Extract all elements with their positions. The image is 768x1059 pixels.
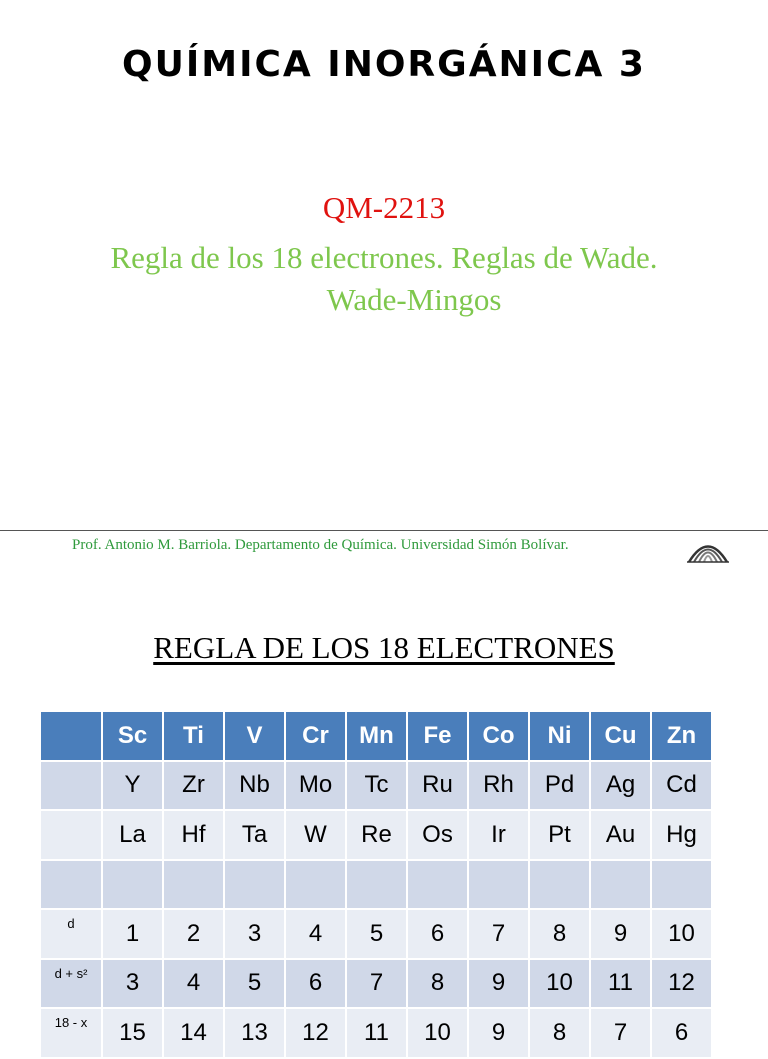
table-header-row — [41, 712, 711, 760]
header-cell: Zn — [652, 712, 711, 760]
table-cell: 14 — [164, 1009, 223, 1057]
table-cell: 8 — [530, 910, 589, 958]
header-cell: Cr — [286, 712, 345, 760]
table-cell: 5 — [347, 910, 406, 958]
table-cell: Au — [591, 811, 650, 859]
table-cell — [347, 861, 406, 909]
header-cell: Ti — [164, 712, 223, 760]
row-label: 18 - x — [41, 1009, 101, 1057]
table-cell: 4 — [164, 960, 223, 1008]
table-cell: 9 — [591, 910, 650, 958]
table-cell: Tc — [347, 762, 406, 810]
header-cell: Sc — [103, 712, 162, 760]
course-code: QM-2213 — [322, 190, 446, 225]
table-cell: 3 — [103, 960, 162, 1008]
table-cell: Hg — [652, 811, 711, 859]
table-cell — [225, 861, 284, 909]
table-cell: 2 — [164, 910, 223, 958]
table-cell: 15 — [103, 1009, 162, 1057]
table-cell: 12 — [286, 1009, 345, 1057]
table-cell: 7 — [591, 1009, 650, 1057]
table-cell: 9 — [469, 1009, 528, 1057]
table-cell: Nb — [225, 762, 284, 810]
table-cell — [286, 861, 345, 909]
electron-count-table — [39, 710, 713, 1059]
table-row — [41, 910, 711, 958]
header-cell: Mn — [347, 712, 406, 760]
table-cell — [652, 861, 711, 909]
header-corner — [41, 712, 101, 760]
table-cell: Os — [408, 811, 467, 859]
table-cell: 12 — [652, 960, 711, 1008]
table-cell: 10 — [530, 960, 589, 1008]
table-cell: 6 — [652, 1009, 711, 1057]
table-cell: Rh — [469, 762, 528, 810]
table-cell: 8 — [530, 1009, 589, 1057]
footer-credit: Prof. Antonio M. Barriola. Departamento de Química. Universidad Simón Bolívar. — [72, 537, 569, 553]
table-cell: 10 — [408, 1009, 467, 1057]
table-row — [41, 811, 711, 859]
table-cell: Pd — [530, 762, 589, 810]
table-cell: 3 — [225, 910, 284, 958]
table-cell: Ta — [225, 811, 284, 859]
slide-title: QUÍMICA INORGÁNICA 3 — [122, 44, 646, 85]
table-cell: Cd — [652, 762, 711, 810]
header-cell: Ni — [530, 712, 589, 760]
table-cell: 8 — [408, 960, 467, 1008]
table-cell: 4 — [286, 910, 345, 958]
university-logo-icon — [686, 533, 730, 565]
table-cell: Y — [103, 762, 162, 810]
row-label — [41, 861, 101, 909]
table-cell: 9 — [469, 960, 528, 1008]
table-cell: 7 — [347, 960, 406, 1008]
table-cell: 6 — [286, 960, 345, 1008]
table-row — [41, 1009, 711, 1057]
table-cell: 11 — [591, 960, 650, 1008]
header-cell: V — [225, 712, 284, 760]
table-cell: Zr — [164, 762, 223, 810]
table-cell: Mo — [286, 762, 345, 810]
table-row — [41, 762, 711, 810]
table-cell: 10 — [652, 910, 711, 958]
table-cell: La — [103, 811, 162, 859]
table-cell: 1 — [103, 910, 162, 958]
row-label — [41, 762, 101, 810]
table-cell: 11 — [347, 1009, 406, 1057]
table-cell: 13 — [225, 1009, 284, 1057]
table-cell — [469, 861, 528, 909]
table-slide-title: REGLA DE LOS 18 ELECTRONES — [153, 630, 615, 665]
table-cell: 7 — [469, 910, 528, 958]
table-cell: Re — [347, 811, 406, 859]
table-cell: W — [286, 811, 345, 859]
table-cell — [103, 861, 162, 909]
subtitle-line-1: Regla de los 18 electrones. Reglas de Wade. — [110, 240, 658, 275]
table-cell: Ag — [591, 762, 650, 810]
table-cell — [408, 861, 467, 909]
table-row — [41, 960, 711, 1008]
table-cell: Hf — [164, 811, 223, 859]
header-cell: Cu — [591, 712, 650, 760]
subtitle-line-2: Wade-Mingos — [326, 282, 502, 317]
table-cell: Ir — [469, 811, 528, 859]
table-cell: Pt — [530, 811, 589, 859]
table-row — [41, 861, 711, 909]
table-cell — [164, 861, 223, 909]
row-label: d — [41, 910, 101, 958]
table-cell: 5 — [225, 960, 284, 1008]
table-cell — [591, 861, 650, 909]
header-cell: Co — [469, 712, 528, 760]
header-cell: Fe — [408, 712, 467, 760]
table-cell: 6 — [408, 910, 467, 958]
table-cell — [530, 861, 589, 909]
row-label — [41, 811, 101, 859]
row-label: d + s² — [41, 960, 101, 1008]
table-cell: Ru — [408, 762, 467, 810]
footer-divider — [0, 530, 768, 531]
